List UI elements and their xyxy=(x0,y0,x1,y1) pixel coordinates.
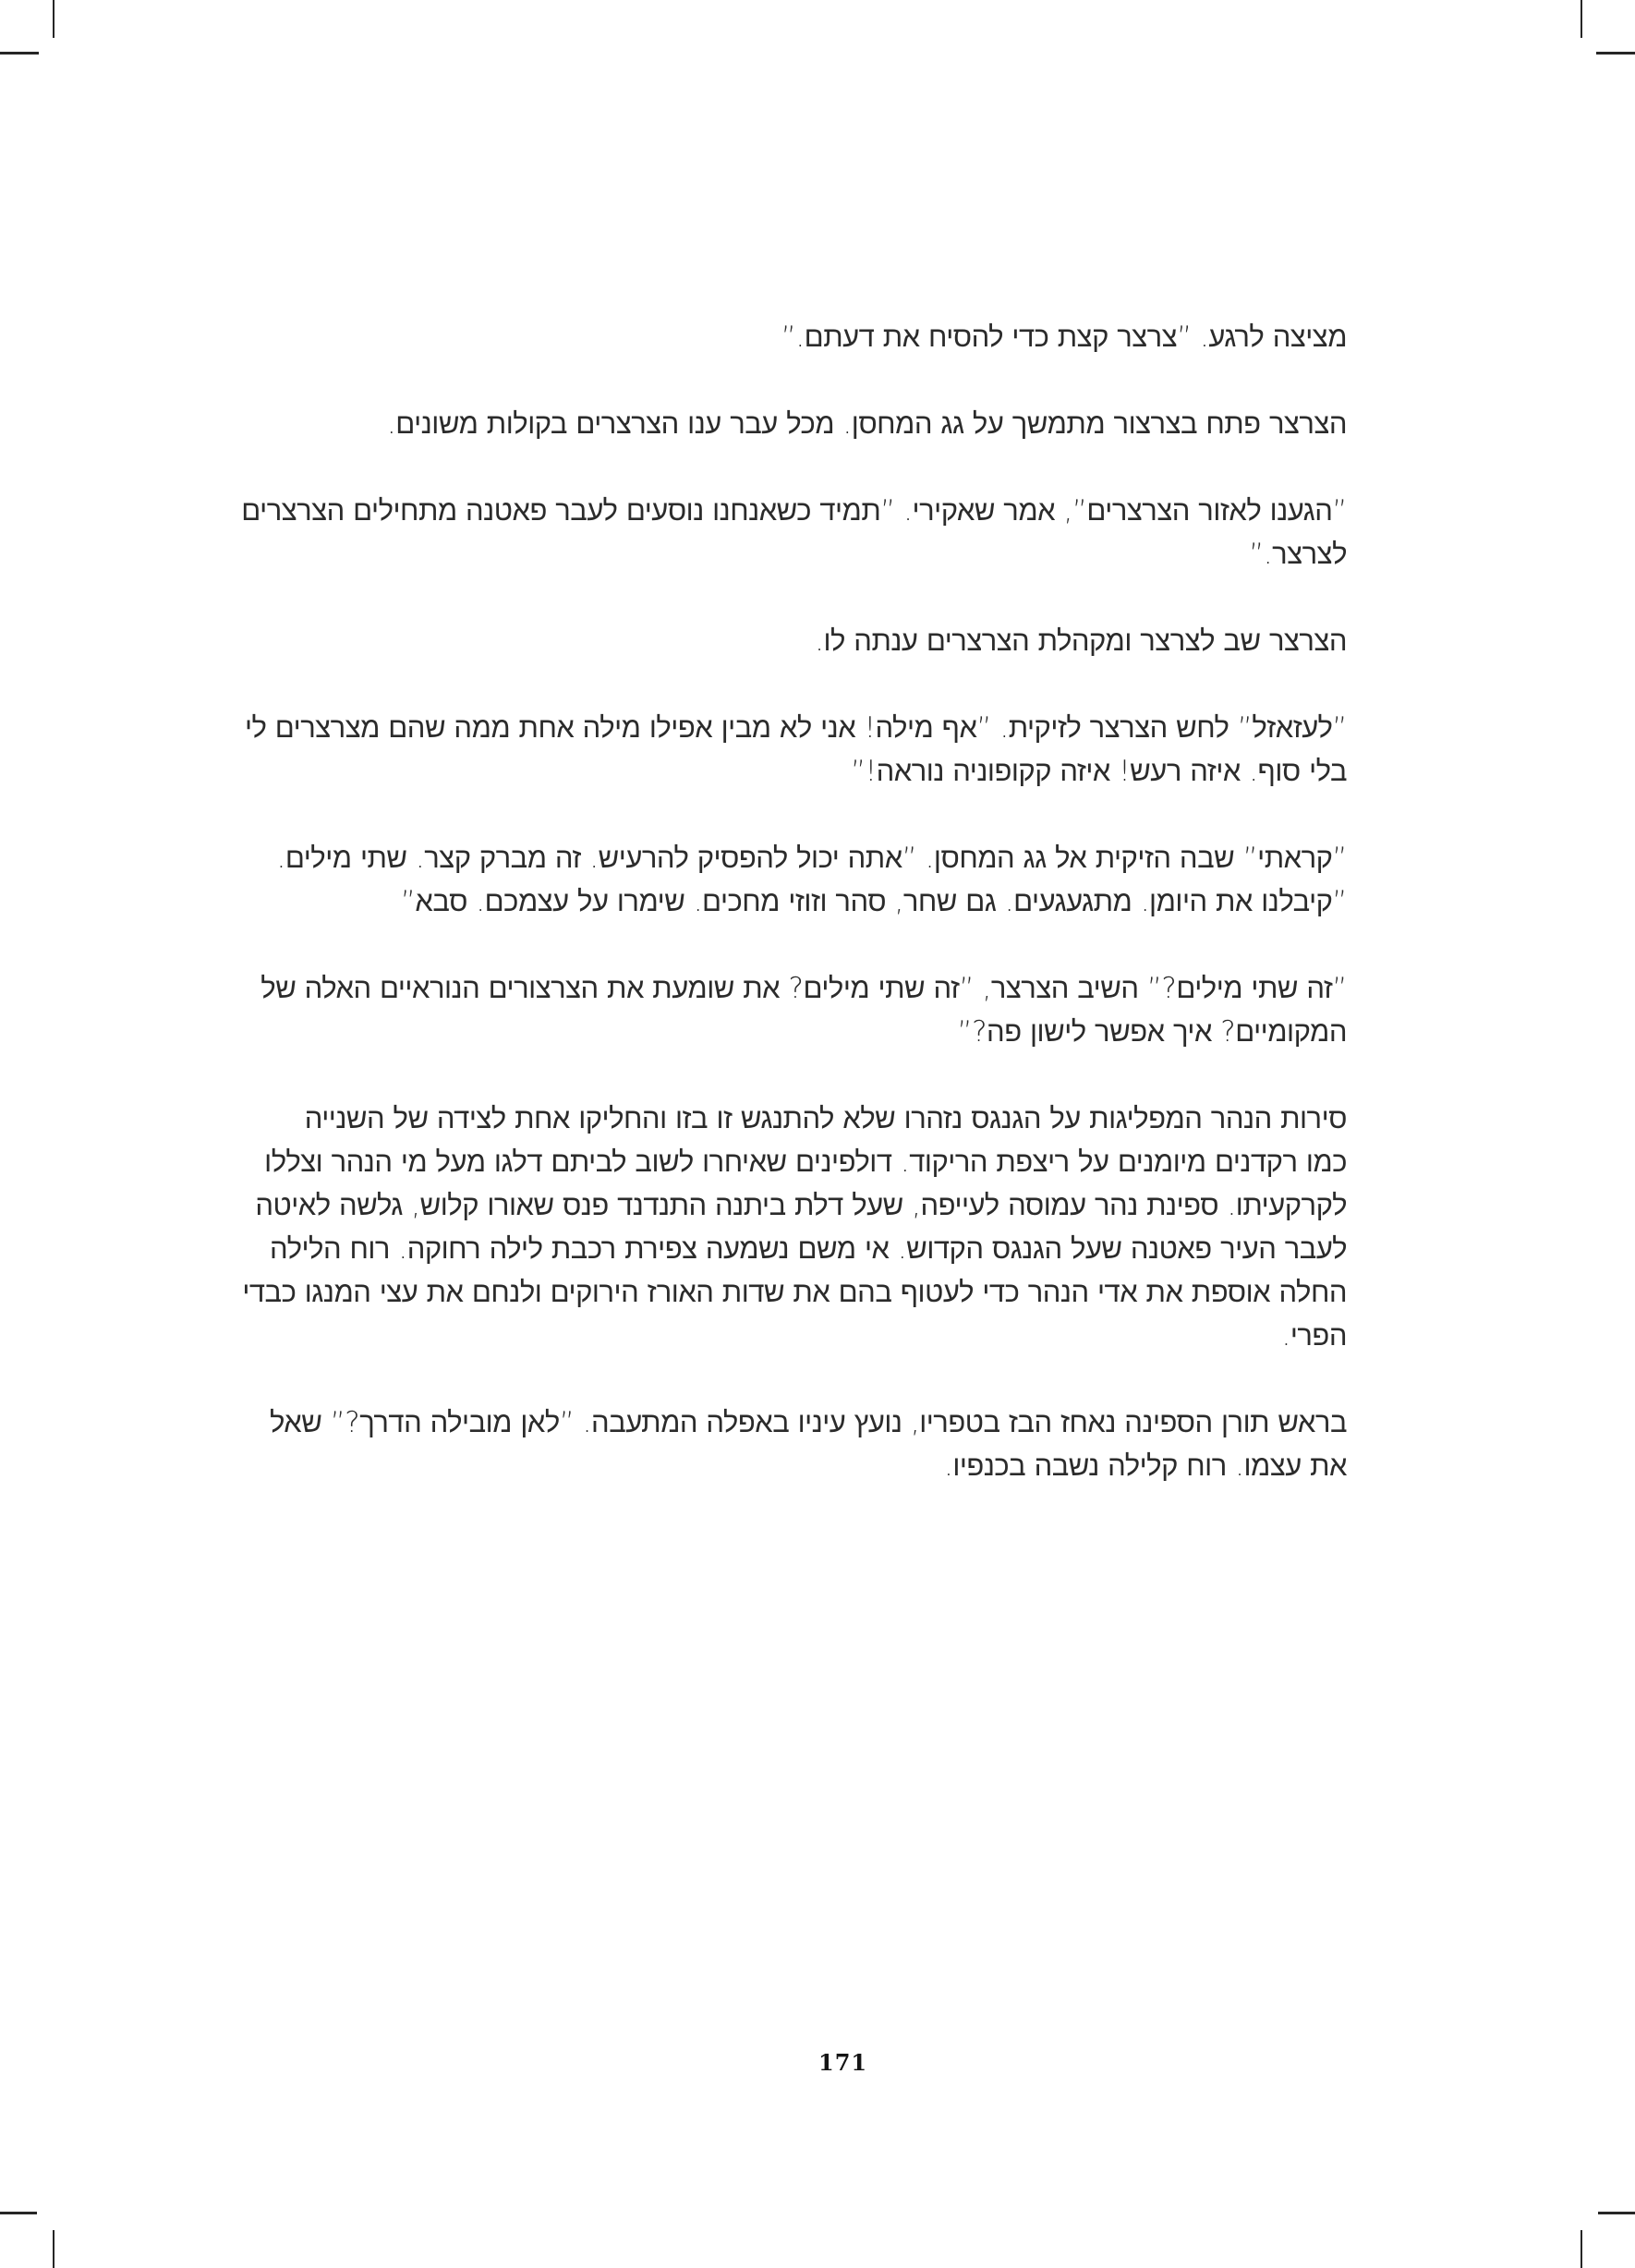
crop-mark-top-left-horizontal xyxy=(0,52,39,55)
paragraph xyxy=(248,1401,1347,1488)
paragraph xyxy=(248,403,1347,446)
paragraph xyxy=(248,316,1347,359)
text-line: הצרצר פתח בצרצור מתמשך על גג המחסן. מכל עבר ענו הצרצרים בקולות משונים. xyxy=(386,407,1347,441)
crop-mark-top-left-vertical xyxy=(53,0,54,38)
paragraph xyxy=(242,1098,1347,1358)
text-line: לעבר העיר פאטנה שעל הגנגס הקדוש. אי משם נשמעה צפירת רכבת לילה רחוקה. רוח הלילה xyxy=(270,1232,1347,1266)
text-block xyxy=(241,316,1347,1532)
paragraph xyxy=(241,490,1347,576)
text-line: ”קראתי” שבה הזיקית אל גג המחסן. ”אתה יכול להפסיק להרעיש. זה מברק קצר. שתי מילים. xyxy=(276,842,1347,875)
text-line: מציצה לרגע. ”צרצר קצת כדי להסיח את דעתם.” xyxy=(781,321,1347,354)
text-line: את עצמו. רוח קלילה נשבה בכנפיו. xyxy=(943,1449,1347,1483)
crop-mark-bottom-right-vertical xyxy=(1580,2230,1582,2268)
crop-mark-top-right-vertical xyxy=(1580,0,1582,38)
paragraph xyxy=(244,707,1347,794)
crop-mark-bottom-right-horizontal xyxy=(1598,2212,1635,2214)
text-line: בלי סוף. איזה רעש! איזה קקופוניה נוראה!” xyxy=(851,755,1347,788)
crop-mark-bottom-left-vertical xyxy=(53,2230,54,2268)
text-line: כמו רקדנים מיומנים על ריצפת הריקוד. דולפינים שאיחרו לשוב לביתם דלגו מעל מי הנהר וצללו xyxy=(264,1146,1347,1179)
text-line: לקרקעיתו. ספינת נהר עמוסה לעייפה, שעל דלת ביתנה התנדנד פנס שאורו קלוש, גלשה לאיטה xyxy=(255,1189,1347,1222)
text-line: ”זה שתי מילים?” השיב הצרצר, ”זה שתי מילים? את שומעת את הצרצורים הנוראיים האלה של xyxy=(260,972,1347,1005)
paragraph xyxy=(248,837,1347,924)
text-line: בראש תורן הספינה נאחז הבז בטפריו, נועץ עיניו באפלה המתעבה. ”לאן מובילה הדרך?” שאל xyxy=(269,1406,1347,1439)
text-line: החלה אוספת את אדי הנהר כדי לעטוף בהם את שדות האורז הירוקים ולנחם את עצי המנגו כבדי xyxy=(242,1276,1347,1309)
text-line: לצרצר.” xyxy=(1249,538,1347,571)
paragraph xyxy=(248,967,1347,1054)
text-line: המקומיים? איך אפשר לישון פה?” xyxy=(957,1015,1347,1049)
text-line: ”קיבלנו את היומן. מתגעגעים. גם שחר, סהר וזוזי מחכים. שימרו על עצמכם. סבא” xyxy=(400,885,1347,918)
crop-mark-bottom-left-horizontal xyxy=(0,2212,37,2214)
text-line: הפרי. xyxy=(1281,1319,1347,1352)
text-line: הצרצר שב לצרצר ומקהלת הצרצרים ענתה לו. xyxy=(815,625,1347,658)
text-line: ”לעזאזל” לחש הצרצר לזיקית. ”אף מילה! אני לא מבין אפילו מילה אחת ממה שהם מצרצרים לי xyxy=(244,711,1347,745)
paragraph xyxy=(248,620,1347,663)
text-line: סירות הנהר המפליגות על הגנגס נזהרו שלא להתנגש זו בזו והחליקו אחת לצידה של השנייה xyxy=(304,1102,1347,1135)
page-number: 171 xyxy=(818,2049,868,2076)
text-line: ”הגענו לאזור הצרצרים”, אמר שאקירי. ”תמיד כשאנחנו נוסעים לעבר פאטנה מתחילים הצרצרים xyxy=(241,494,1347,528)
crop-mark-top-right-horizontal xyxy=(1596,52,1635,55)
